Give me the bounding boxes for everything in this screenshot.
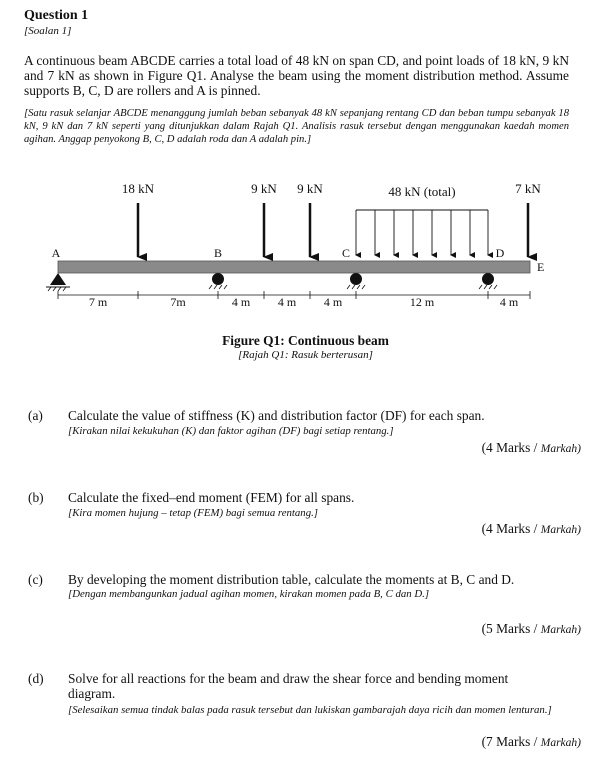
dim-label-bc2: 4 m (277, 295, 297, 309)
udl-arrows (356, 210, 488, 255)
part-c-malay: [Dengan membangunkan jadual agihan momen, kirakan momen pada B, C dan D.] (68, 588, 430, 600)
node-label-a: A (51, 246, 61, 260)
dim-label-bc1: 4 m (231, 295, 251, 309)
node-label-c: C (341, 246, 351, 260)
part-d-label: (d) (28, 671, 44, 686)
load-label-18kn: 18 kN (121, 181, 155, 196)
roller-support-d (479, 273, 497, 289)
figure-caption-malay: [Rajah Q1: Rasuk berterusan] (238, 349, 373, 361)
beam (58, 261, 530, 273)
part-b-label: (b) (28, 490, 44, 505)
dim-label-ab1: 7 m (88, 295, 108, 309)
node-label-d: D (495, 246, 505, 260)
node-label-b: B (213, 246, 223, 260)
load-label-9kn-2: 9 kN (297, 181, 323, 196)
roller-support-b (209, 273, 227, 289)
dim-label-ab2: 7m (170, 295, 186, 309)
dim-label-de: 4 m (499, 295, 519, 309)
part-c-marks: (5 Marks / Markah) (481, 621, 581, 636)
question-title: Question 1 (24, 8, 89, 23)
part-b-marks: (4 Marks / Markah) (481, 521, 581, 536)
question-subtitle: [Soalan 1] (24, 25, 72, 37)
part-d-text: Solve for all reactions for the beam and draw the shear force and bending moment diagram. (68, 671, 509, 701)
part-d-malay: [Selesaikan semua tindak balas pada rasuk tersebut dan lukiskan gambarajah daya ricih dan momen lenturan.] (68, 704, 552, 716)
roller-support-c (347, 273, 365, 289)
dim-label-bc3: 4 m (323, 295, 343, 309)
question-text-malay: [Satu rasuk selanjar ABCDE menanggung jumlah beban sebanyak 48 kN sepanjang rentang CD dan beban tumpu sebanyak 18 kN, 9 kN dan 7 kN seperti yang ditunjukkan dalam Rajah Q1. Analisis rasuk tersebut dengan menggunakan kaedah momen agihan. Anggap penyokong B, C, D adalah roda dan A adalah pin.] (24, 108, 569, 145)
part-c-text: By developing the moment distribution table, calculate the moments at B, C and D. (68, 572, 515, 587)
part-b-malay: [Kira momen hujung – tetap (FEM) bagi semua rentang.] (68, 507, 319, 519)
part-b-text: Calculate the fixed–end moment (FEM) for all spans. (68, 490, 355, 505)
dim-label-cd: 12 m (409, 295, 435, 309)
part-d-marks: (7 Marks / Markah) (481, 734, 581, 749)
beam-figure (0, 175, 611, 325)
figure-caption: Figure Q1: Continuous beam (222, 333, 389, 348)
part-a-text: Calculate the value of stiffness (K) and distribution factor (DF) for each span. (68, 408, 485, 423)
part-a-malay: [Kirakan nilai kekukuhan (K) dan faktor agihan (DF) bagi setiap rentang.] (68, 425, 394, 437)
part-a-label: (a) (28, 408, 43, 423)
load-label-9kn-1: 9 kN (251, 181, 277, 196)
question-text: A continuous beam ABCDE carries a total load of 48 kN on span CD, and point loads of 18 kN, 9 kN and 7 kN as shown in Figure Q1. Analyse the beam using the moment distribution method. Assume supports B, C, D are rollers and A is pinned. (24, 53, 569, 98)
node-label-e: E (537, 260, 545, 274)
part-a-marks: (4 Marks / Markah) (481, 440, 581, 455)
part-c-label: (c) (28, 572, 43, 587)
udl-label: 48 kN (total) (388, 184, 456, 199)
load-label-7kn: 7 kN (515, 181, 541, 196)
pin-support-a (46, 273, 70, 291)
